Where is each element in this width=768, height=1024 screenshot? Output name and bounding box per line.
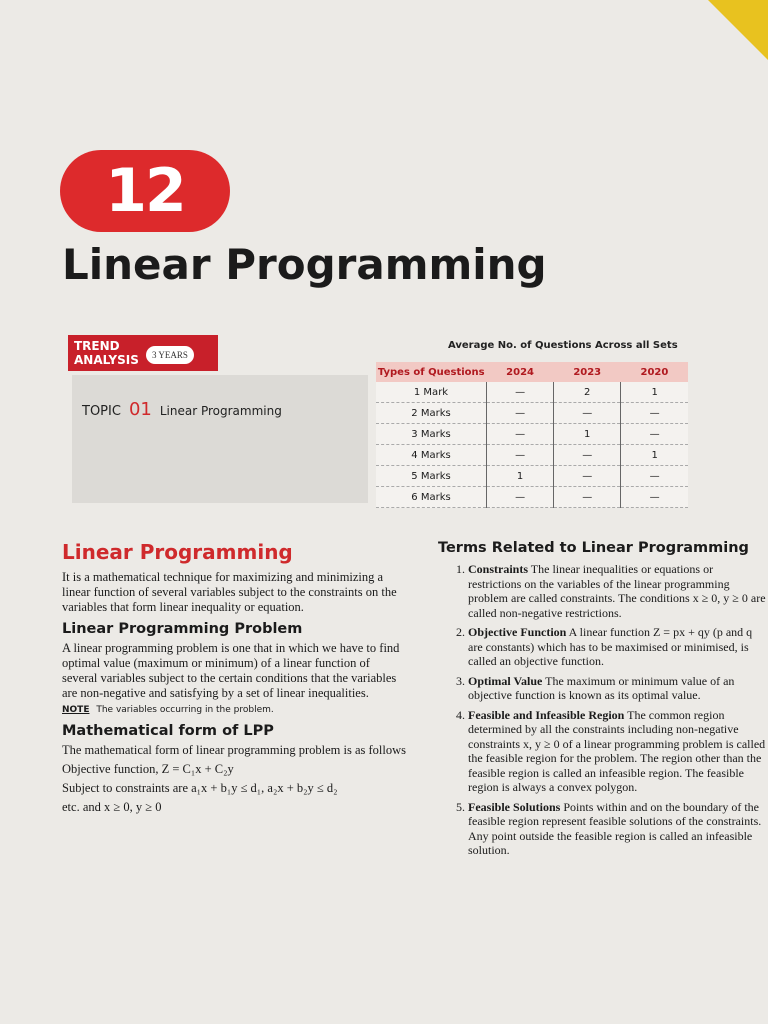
table-cell: 1 Mark	[376, 382, 487, 403]
term-text: Points within and on the boundary of the feasible region represent feasible solutions of the constraints. Any point outside the feasible region is called an infeasible solution.	[468, 799, 762, 857]
list-item	[468, 674, 768, 703]
table-cell: —	[487, 424, 554, 445]
term-name: Objective Function	[468, 625, 567, 639]
term-text: The maximum or minimum value of an objective function is known as its optimal value.	[468, 673, 735, 702]
left-column	[62, 540, 407, 819]
table-cell: 2	[554, 382, 621, 403]
note-label: NOTE	[62, 705, 90, 715]
table-cell: —	[554, 466, 621, 487]
list-item	[468, 800, 768, 858]
topic-panel	[72, 375, 368, 503]
term-text: The linear inequalities or equations or restrictions on the variables of the linear programming problem are called constraints. The conditions x ≥ 0, y ≥ 0 are called non-negative restrictions.	[468, 562, 766, 620]
list-item	[468, 708, 768, 795]
section-heading-linear-programming: Linear Programming	[62, 540, 293, 564]
table-row	[376, 487, 688, 508]
table-cell: —	[487, 403, 554, 424]
table-cell: 6 Marks	[376, 487, 487, 508]
table-cell: —	[554, 487, 621, 508]
note-text: The variables occurring in the problem.	[96, 705, 274, 715]
lpp-heading: Linear Programming Problem	[62, 621, 303, 637]
list-item	[468, 625, 768, 669]
table-header: 2020	[621, 362, 688, 382]
table-header: 2023	[554, 362, 621, 382]
table-header-row	[376, 362, 688, 382]
trend-banner-line1: TREND	[74, 339, 120, 353]
math-form-heading: Mathematical form of LPP	[62, 723, 274, 739]
table-cell: 1	[621, 382, 688, 403]
avg-table-title: Average No. of Questions Across all Sets	[448, 340, 678, 351]
table-cell: —	[487, 487, 554, 508]
table-row	[376, 382, 688, 403]
objective-function: Objective function, Z = C₁x + C₂y	[62, 762, 234, 776]
trend-analysis-box	[68, 335, 368, 505]
questions-table	[376, 362, 688, 508]
table-cell: —	[554, 403, 621, 424]
table-row	[376, 424, 688, 445]
table-cell: —	[554, 445, 621, 466]
lpp-paragraph: A linear programming problem is one that in which we have to find optimal value (maximum or minimum) of a linear function of several variables subject to the certain conditions that the variables are non-negative and satisfying by a set of linear inequalities.	[62, 641, 400, 700]
table-cell: —	[487, 445, 554, 466]
list-item	[468, 562, 768, 620]
table-cell: 1	[554, 424, 621, 445]
table-cell: —	[621, 466, 688, 487]
term-name: Optimal Value	[468, 673, 543, 688]
page-corner-decoration	[708, 0, 768, 60]
right-column	[438, 540, 768, 863]
term-name: Constraints	[468, 562, 529, 576]
table-cell: —	[621, 403, 688, 424]
table-header: Types of Questions	[376, 362, 487, 382]
table-cell: 2 Marks	[376, 403, 487, 424]
table-row	[376, 403, 688, 424]
table-cell: 1	[621, 445, 688, 466]
table-cell: 5 Marks	[376, 466, 487, 487]
note	[62, 705, 407, 715]
term-text: A linear function Z = px + qy (p and q are constants) which has to be maximised or minimised, is called an objective function.	[468, 625, 753, 668]
trend-analysis-banner	[68, 335, 218, 371]
terms-heading: Terms Related to Linear Programming	[438, 540, 749, 556]
terms-list	[438, 562, 768, 858]
topic-name: Linear Programming	[159, 404, 282, 418]
intro-paragraph: It is a mathematical technique for maximizing and minimizing a linear function of several variables subject to the constraints on the variables that form linear inequality or equation.	[62, 570, 397, 614]
chapter-title: Linear Programming	[62, 240, 547, 289]
chapter-number: 12	[105, 156, 185, 226]
table-cell: 1	[487, 466, 554, 487]
table-cell: —	[621, 424, 688, 445]
table-cell: 3 Marks	[376, 424, 487, 445]
chapter-number-badge	[60, 150, 230, 232]
table-row	[376, 466, 688, 487]
table-row	[376, 445, 688, 466]
table-cell: 4 Marks	[376, 445, 487, 466]
term-text: The common region determined by all the constraints including non-negative constraints x, y ≥ 0 of a linear programming problem is called the feasible region for the problem. The region other than the feasible region is called an infeasible region. The feasible region is always a convex polygon.	[468, 707, 766, 794]
topic-label: TOPIC	[82, 404, 121, 419]
non-negative-line: etc. and x ≥ 0, y ≥ 0	[62, 800, 162, 814]
topic-number: 01	[128, 399, 152, 420]
years-badge: 3 YEARS	[146, 346, 194, 364]
constraints-line: Subject to constraints are a₁x + b₁y ≤ d₁, a₂x + b₂y ≤ d₂	[62, 781, 338, 795]
term-name: Feasible and Infeasible Region	[468, 707, 625, 722]
table-cell: —	[621, 487, 688, 508]
table-header: 2024	[487, 362, 554, 382]
topic-row	[82, 399, 282, 420]
trend-banner-line2: ANALYSIS	[74, 353, 139, 367]
term-name: Feasible Solutions	[468, 799, 561, 814]
math-form-paragraph: The mathematical form of linear programming problem is as follows	[62, 743, 407, 757]
table-cell: —	[487, 382, 554, 403]
